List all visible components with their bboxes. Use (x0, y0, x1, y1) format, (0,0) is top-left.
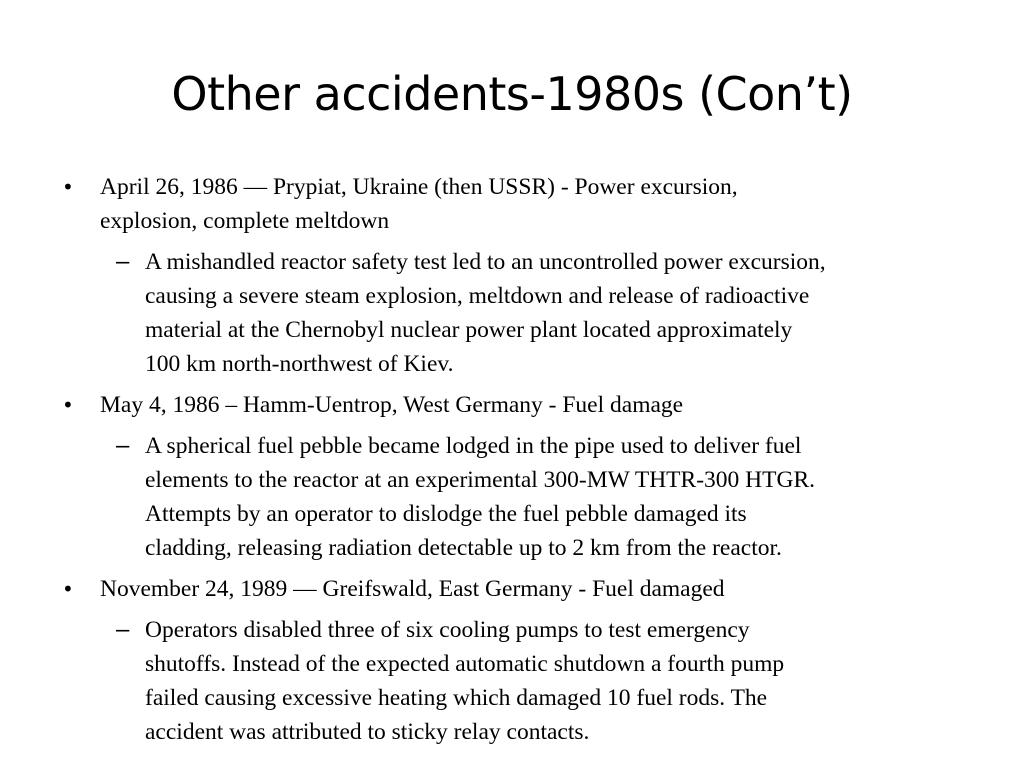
bullet-item-3-line-1: November 24, 1989 — Greifswald, East Germany - Fuel damaged (100, 576, 725, 602)
sub-item-1-line-3: material at the Chernobyl nuclear power plant located approximately (145, 317, 793, 343)
sub-item-3-line-4: accident was attributed to sticky relay contacts. (145, 719, 590, 745)
bullet-item-1-line-2: explosion, complete meltdown (100, 208, 390, 234)
sub-item-2-line-4: cladding, releasing radiation detectable up to 2 km from the reactor. (145, 535, 782, 561)
bullet-icon: • (62, 393, 74, 417)
sub-item-1-line-2: causing a severe steam explosion, meltdown and release of radioactive (145, 283, 810, 309)
sub-item-3-line-3: failed causing excessive heating which damaged 10 fuel rods. The (145, 685, 768, 711)
sub-item-3-line-2: shutoffs. Instead of the expected automatic shutdown a fourth pump (145, 651, 785, 677)
sub-item-1-line-4: 100 km north-northwest of Kiev. (145, 351, 454, 377)
bullet-item-1-line-1: April 26, 1986 — Prypiat, Ukraine (then USSR) - Power excursion, (100, 174, 738, 200)
dash-icon: – (116, 432, 130, 459)
bullet-item-2-line-1: May 4, 1986 – Hamm-Uentrop, West Germany - Fuel damage (100, 392, 684, 418)
sub-item-2-line-3: Attempts by an operator to dislodge the fuel pebble damaged its (145, 501, 747, 527)
sub-item-3-line-1: Operators disabled three of six cooling pumps to test emergency (145, 617, 750, 643)
bullet-icon: • (62, 577, 74, 601)
dash-icon: – (116, 616, 130, 643)
sub-item-2-line-1: A spherical fuel pebble became lodged in the pipe used to deliver fuel (145, 433, 802, 459)
slide-title: Other accidents-1980s (Con’t) (171, 67, 853, 121)
bullet-icon: • (62, 175, 74, 199)
dash-icon: – (116, 248, 130, 275)
sub-item-2-line-2: elements to the reactor at an experimental 300-MW THTR-300 HTGR. (145, 467, 815, 493)
sub-item-1-line-1: A mishandled reactor safety test led to an uncontrolled power excursion, (145, 249, 826, 275)
